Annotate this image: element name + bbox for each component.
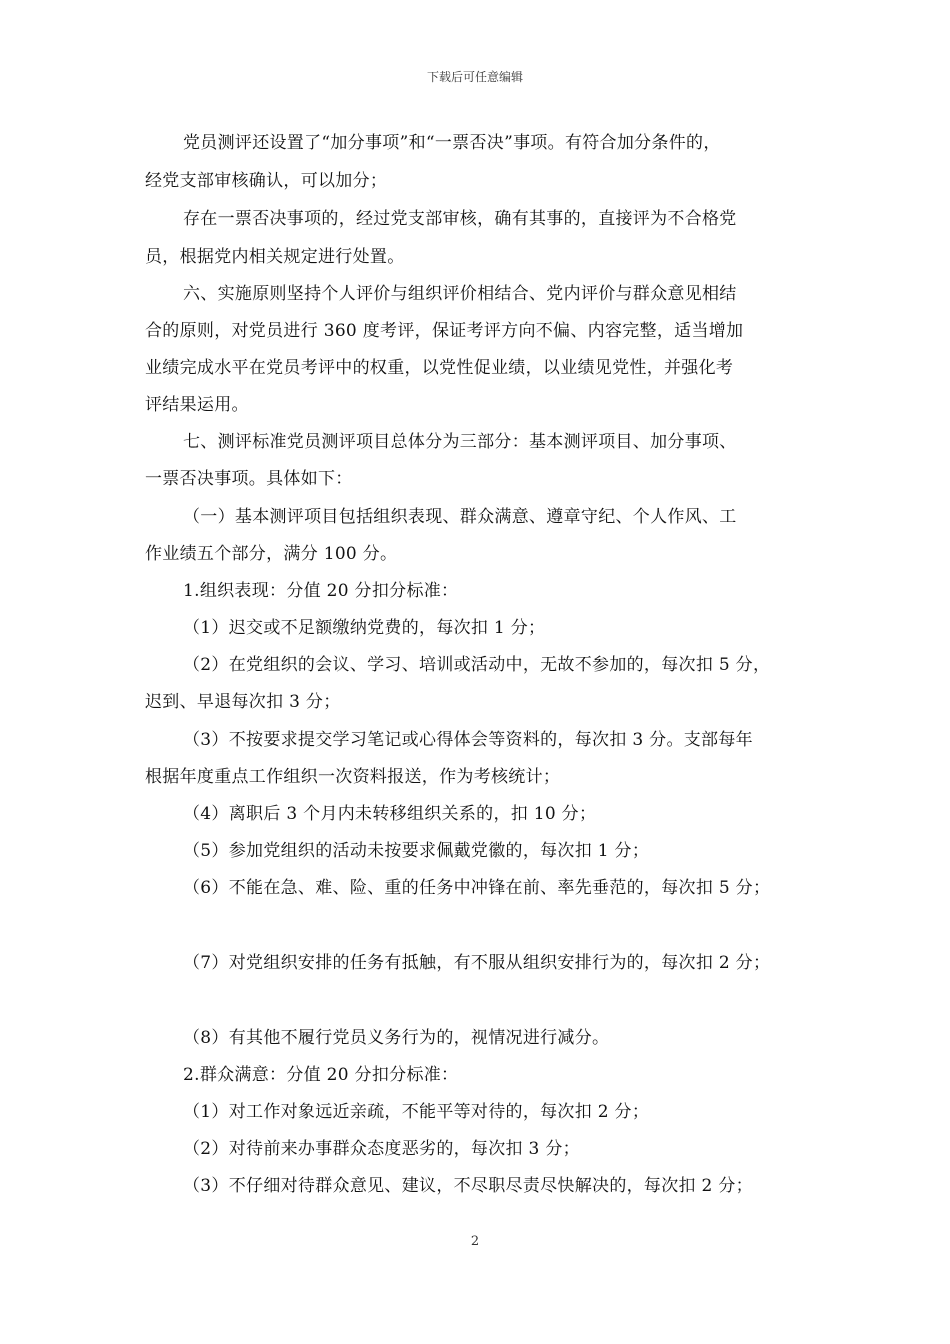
text-line: 1.组织表现：分值 20 分扣分标准： <box>183 581 459 601</box>
text-line: 一票否决事项。具体如下： <box>145 469 353 489</box>
text-line: （7）对党组织安排的任务有抵触，有不服从组织安排行为的，每次扣 2 分； <box>183 953 771 973</box>
text-line: （5）参加党组织的活动未按要求佩戴党徽的，每次扣 1 分； <box>183 841 650 861</box>
text-line: （一）基本测评项目包括组织表现、群众满意、遵章守纪、个人作风、工 <box>183 507 737 527</box>
text-line: （8）有其他不履行党员义务行为的，视情况进行减分。 <box>183 1028 610 1048</box>
text-line: 合的原则，对党员进行 360 度考评，保证考评方向不偏、内容完整，适当增加 <box>145 321 744 341</box>
text-line: （3）不仔细对待群众意见、建议，不尽职尽责尽快解决的，每次扣 2 分； <box>183 1176 753 1196</box>
text-line: 评结果运用。 <box>145 395 249 415</box>
text-line: （2）在党组织的会议、学习、培训或活动中，无故不参加的，每次扣 5 分， <box>183 655 771 675</box>
text-line: 2.群众满意：分值 20 分扣分标准： <box>183 1065 459 1085</box>
text-line: 根据年度重点工作组织一次资料报送，作为考核统计； <box>145 767 561 787</box>
text-line: 作业绩五个部分，满分 100 分。 <box>145 544 398 564</box>
text-line: （6）不能在急、难、险、重的任务中冲锋在前、率先垂范的，每次扣 5 分； <box>183 878 771 898</box>
page-header: 下载后可任意编辑 <box>426 70 523 84</box>
text-line: （4）离职后 3 个月内未转移组织关系的，扣 10 分； <box>183 804 597 824</box>
text-line: （2）对待前来办事群众态度恶劣的，每次扣 3 分； <box>183 1139 580 1159</box>
text-line: 党员测评还设置了“加分事项”和“一票否决”事项。有符合加分条件的， <box>183 133 721 153</box>
text-line: 经党支部审核确认，可以加分； <box>145 171 388 191</box>
text-line: （1）迟交或不足额缴纳党费的，每次扣 1 分； <box>183 618 546 638</box>
text-line: 七、测评标准党员测评项目总体分为三部分：基本测评项目、加分事项、 <box>183 432 737 452</box>
text-line: 迟到、早退每次扣 3 分； <box>145 692 341 712</box>
text-line: 业绩完成水平在党员考评中的权重，以党性促业绩，以业绩见党性，并强化考 <box>145 358 734 378</box>
text-line: 存在一票否决事项的，经过党支部审核，确有其事的，直接评为不合格党 <box>183 209 737 229</box>
page-number: 2 <box>470 1234 480 1249</box>
text-line: 员，根据党内相关规定进行处置。 <box>145 247 405 267</box>
text-line: （3）不按要求提交学习笔记或心得体会等资料的，每次扣 3 分。支部每年 <box>183 730 753 750</box>
text-line: 六、实施原则坚持个人评价与组织评价相结合、党内评价与群众意见相结 <box>183 284 737 304</box>
text-line: （1）对工作对象远近亲疏，不能平等对待的，每次扣 2 分； <box>183 1102 650 1122</box>
